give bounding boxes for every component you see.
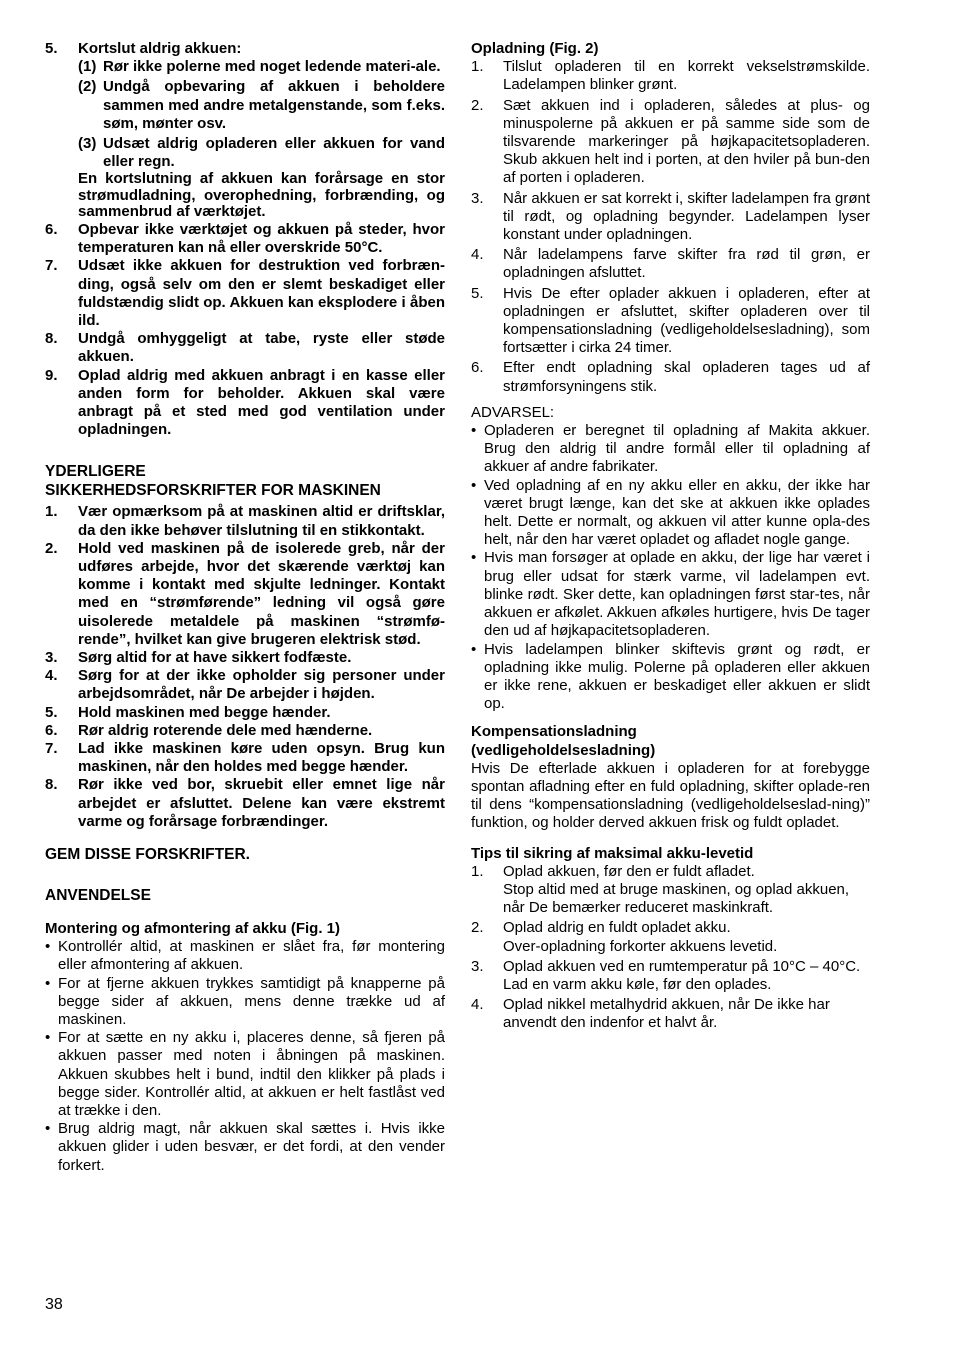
list-item [471,477,870,550]
list-item [45,1120,445,1175]
item-number: 4. [45,667,58,685]
item-text: Hvis De efter oplader akkuen i opladeren, efter at opladningen er afsluttet, skifter opladeren over til kompensationsladning (vedligeholdelsesladning), som fortsætter i cirka 24 timer. [503,284,870,357]
compensation-text: Hvis De efterlade akkuen i opladeren for at forebygge spontan afladning efter en fuld opladning, skifter oplade-ren til dens “kompensationsladning (vedligeholdelseslad-ning)” funktion, og holder derved akkuen frisk og fuldt opladet. [471,759,870,832]
item-text [503,919,870,955]
item-text: Udsæt ikke akkuen for destruktion ved forbræn-ding, også selv om den er slemt beskadiget eller fuldstændig slidt op. Akkuen kan eksplodere i åben ild. [78,257,445,329]
item-text: Når akkuen er sat korrekt i, skifter ladelampen fra grønt til rødt, og opladning begynder. Ladelampen lyser konstant under opladningen. [503,189,870,244]
tip-item-3 [471,958,870,994]
item-text: Rør ikke ved bor, skruebit eller emnet lige når arbejdet er afsluttet. Delene kan være ekstremt varme og forårsage forbrændinger. [78,776,445,830]
bullet-text: For at sætte en ny akku i, placeres denne, så fjeren på akkuen passer med noten i åbningen på maskinen. Akkuen skubbes helt i bund, indtil den klikker på plads i begge sider. Kontrollér altid, at akkuen er helt fastlåst ved at trække i den. [58,1029,445,1120]
item-number: 3. [471,957,484,975]
bullet: • [471,640,477,658]
safety-item-7 [45,257,445,330]
heading-line: SIKKERHEDSFORSKRIFTER FOR MASKINEN [45,482,381,500]
sub-item-number: (2) [78,78,97,96]
item-text: Rør aldrig roterende dele med hænderne. [78,721,373,739]
bullet-text: Kontrollér altid, at maskinen er slået fra, før montering eller afmontering af akkuen. [58,938,445,974]
item-text [503,863,870,918]
bullet-text: Brug aldrig magt, når akkuen skal sættes i. Hvis ikke akkuen glider i uden besvær, er det fordi, at den vender forkert. [58,1120,445,1174]
bullet: • [45,1120,51,1138]
additional-item-5 [45,704,445,722]
item-number: 3. [45,648,58,666]
usage-heading: ANVENDELSE [45,887,151,905]
item-text [503,958,870,994]
page-number: 38 [45,1296,63,1313]
sub-item-text: Rør ikke polerne med noget ledende materi-ale. [103,58,441,76]
item-text: Lad ikke maskinen køre uden opsyn. Brug kun maskinen, når den holdes med begge hænder. [78,740,445,776]
additional-safety-heading [45,462,445,500]
sub-item-number: (3) [78,135,97,153]
item-number: 3. [471,189,484,207]
charging-item-3 [471,190,870,245]
item-number: 2. [45,539,58,557]
warning-bullets [471,422,870,713]
item-text: Oplad aldrig med akkuen anbragt i en kasse eller anden form for beholder. Akkuen skal være anbragt på et sted med god ventilation under opladningen. [78,366,445,439]
tip-line: Over-opladning forkorter akkuens levetid. [503,937,778,955]
charging-item-4 [471,246,870,282]
item-number: 1. [45,503,58,521]
tip-line: Lad en varm akku køle, før den oplades. [503,975,772,993]
item-number: 8. [45,776,58,794]
bullet: • [471,549,477,567]
item-number: 7. [45,740,58,757]
item-number: 5. [45,703,58,721]
item-number: 4. [471,996,484,1014]
list-item [471,422,870,477]
additional-item-3 [45,649,445,667]
charging-item-2 [471,97,870,188]
charging-list [471,58,870,396]
mounting-subheading: Montering og afmontering af akku (Fig. 1) [45,920,341,938]
tip-line: Oplad akkuen, før den er fuldt afladet. [503,862,755,880]
save-instructions-heading: GEM DISSE FORSKRIFTER. [45,846,250,864]
safety-item-9 [45,367,445,440]
item-text: Sørg for at der ikke opholder sig personer under arbejdsområdet, når De arbejder i højden. [78,667,445,703]
additional-safety-list [45,503,445,831]
item-number: 5. [45,40,58,57]
right-column [471,40,870,1033]
tip-line: Oplad nikkel metalhydrid akkuen, når De ikke har anvendt den indenfor et halvt år. [503,996,830,1032]
sub-item [78,58,445,76]
tip-item-2 [471,919,870,955]
charging-item-5 [471,285,870,358]
item-text: Efter endt opladning skal opladeren tages ud af strømforsyningens stik. [503,359,870,395]
bullet: • [45,1029,51,1047]
item-text: Når ladelampens farve skifter fra rød til grøn, er opladningen afsluttet. [503,246,870,282]
tip-line: Stop altid med at bruge maskinen, og oplad akkuen, når De bemærker reduceret maskinkraft. [503,880,850,917]
list-item [45,975,445,1030]
compensation-subheading [471,723,870,759]
sub-item-text: Undgå opbevaring af akkuen i beholdere sammen med andre metalgenstande, som f.eks. søm, mønter osv. [103,78,445,132]
item-text: Undgå omhyggeligt at tabe, ryste eller støde akkuen. [78,330,445,366]
charging-item-6 [471,359,870,395]
item-number: 1. [471,58,484,76]
bullet-text: For at fjerne akkuen trykkes samtidigt på knapperne på begge sider af akkuen, mens denne trække ud af maskinen. [58,974,445,1029]
list-item [471,641,870,714]
shortcircuit-note: En kortslutning af akkuen kan forårsage en stor strømudladning, overophedning, forbrænding, og sammenbrud af værktøjet. [78,170,445,221]
tip-line: Oplad aldrig en fuldt opladet akku. [503,919,731,937]
item-number: 6. [45,721,58,739]
bullet: • [471,476,477,494]
list-item [45,1029,445,1120]
item-number: 7. [45,257,58,275]
additional-item-7 [45,740,445,776]
safety-item-5 [45,40,445,58]
item-text: Hold maskinen med begge hænder. [78,703,331,721]
item-text: Tilslut opladeren til en korrekt vekselstrømskilde. Ladelampen blinker grønt. [503,58,870,94]
item-text: Opbevar ikke værktøjet og akkuen på steder, hvor temperaturen kan nå eller overskride 50°C. [78,220,445,257]
safety-item-6 [45,221,445,257]
bullet-text: Opladeren er beregnet til opladning af Makita akkuer. Brug den aldrig til andre formål eller til opladning af akkuer af andre fabrikater. [484,422,870,476]
sub-item [78,78,445,133]
item-number: 6. [471,359,484,377]
bullet-text: Ved opladning af en ny akku eller en akku, der ikke har været brugt længe, kan det ske at akkuen ikke oplades helt. Dette er normalt, og akkuen vil atter kunne opla-des helt, når den har været opladet og afladet nogle gange. [484,476,870,549]
item-number: 9. [45,366,58,384]
warning-label: ADVARSEL: [471,403,555,421]
item-text: Kortslut aldrig akkuen: [78,40,242,57]
sub-item-text: Udsæt aldrig opladeren eller akkuen for vand eller regn. [103,135,445,171]
bullet: • [471,422,477,440]
item-text [503,996,870,1032]
item-text: Vær opmærksom på at maskinen altid er driftsklar, da den ikke behøver tilslutning til en stikkontakt. [78,503,445,539]
sub-item-number: (1) [78,58,97,76]
tip-line: Oplad akkuen ved en rumtemperatur på 10°C – 40°C. [503,957,861,975]
safety-item-8 [45,330,445,366]
item-number: 4. [471,246,484,264]
additional-item-2 [45,540,445,649]
item-number: 6. [45,220,58,238]
bullet-text: Hvis man forsøger at oplade en akku, der lige har været i brug eller udsat for stærk varme, vil ladelampen evt. blinke rødt. Sker dette, kan opladningen først star-tes, når akkuen er afkølet. Akkuen afkøles hurtigere, hvis De tager den ud af højkapacitetsopladeren. [484,549,870,640]
item-number: 2. [471,96,484,114]
tip-item-1 [471,863,870,918]
item-number: 1. [471,862,484,880]
heading-line: Kompensationsladning [471,723,637,741]
safety-list [45,40,445,439]
tip-item-4 [471,996,870,1032]
bullet: • [45,974,51,992]
item-text: Sæt akkuen ind i opladeren, således at plus- og minuspolerne på akkuen er på samme side som de tilsvarende markeringer på højkapacitetsopladeren. Skub akkuen helt ind i porten, at den hviler på bun-den af porten i opladeren. [503,96,870,187]
additional-item-1 [45,503,445,539]
additional-item-8 [45,776,445,831]
additional-item-4 [45,667,445,703]
item-text: Sørg altid for at have sikkert fodfæste. [78,648,352,666]
list-item [45,938,445,974]
tips-list [471,863,870,1033]
item-number: 2. [471,919,484,937]
bullet-text: Hvis ladelampen blinker skiftevis grønt og rødt, er opladning ikke mulig. Polerne på opladeren eller akkuen er ikke rene, akkuen er beskadiget eller akkuen er slidt op. [484,640,870,713]
left-column [45,40,445,1175]
list-item [471,549,870,640]
additional-item-6 [45,722,445,740]
heading-line: (vedligeholdelsesladning) [471,741,656,759]
heading-line: YDERLIGERE [45,463,146,481]
item-number: 8. [45,330,58,348]
mounting-bullets [45,938,445,1175]
tips-subheading: Tips til sikring af maksimal akku-levetid [471,844,754,862]
bullet: • [45,938,51,956]
charging-subheading: Opladning (Fig. 2) [471,40,599,57]
item-text: Hold ved maskinen på de isolerede greb, når der udføres arbejde, hvor det skærende værktøj kan komme i kontakt med skjulte ledninger. Kontakt med en “strømførende” ledning vil også gøre uisolerede metaldele på maskinen “strømfø-rende”, hvilket kan give brugeren elektrisk stød. [78,539,445,648]
sub-item [78,135,445,171]
item-number: 5. [471,284,484,302]
charging-item-1 [471,58,870,94]
